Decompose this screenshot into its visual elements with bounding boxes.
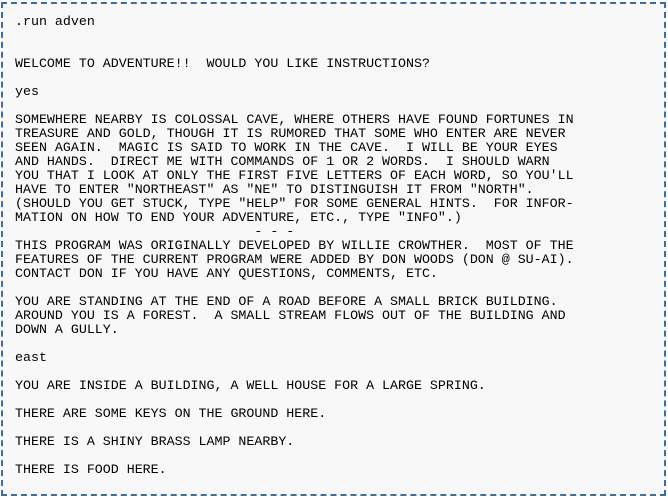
- terminal-line-output: SEEN AGAIN. MAGIC IS SAID TO WORK IN THE CAVE. I WILL BE YOUR EYES: [15, 140, 558, 155]
- terminal-line-input: east: [15, 350, 47, 365]
- terminal-line-output: THERE IS FOOD HERE.: [15, 462, 167, 477]
- terminal-line-input: yes: [15, 84, 39, 99]
- terminal-line-blank: [15, 365, 652, 379]
- terminal-line-output: AROUND YOU IS A FOREST. A SMALL STREAM FLOWS OUT OF THE BUILDING AND: [15, 308, 566, 323]
- terminal-line-output: THERE ARE SOME KEYS ON THE GROUND HERE.: [15, 406, 327, 421]
- terminal-line-separator: - - -: [15, 224, 295, 239]
- terminal-line-blank: [15, 281, 652, 295]
- terminal-line-output: TREASURE AND GOLD, THOUGH IT IS RUMORED THAT SOME WHO ENTER ARE NEVER: [15, 126, 566, 141]
- terminal-line-command: .run adven: [15, 14, 95, 29]
- terminal-line-output: SOMEWHERE NEARBY IS COLOSSAL CAVE, WHERE OTHERS HAVE FOUND FORTUNES IN: [15, 112, 574, 127]
- terminal-line-output: YOU ARE STANDING AT THE END OF A ROAD BEFORE A SMALL BRICK BUILDING.: [15, 294, 558, 309]
- terminal-line-blank: [15, 337, 652, 351]
- terminal-line-blank: [15, 393, 652, 407]
- terminal-line-output: WELCOME TO ADVENTURE!! WOULD YOU LIKE INSTRUCTIONS?: [15, 56, 430, 71]
- terminal-window[interactable]: [1, 2, 666, 496]
- terminal-transcript: [15, 15, 652, 477]
- terminal-line-output: THERE IS A SHINY BRASS LAMP NEARBY.: [15, 434, 295, 449]
- terminal-line-blank: [15, 99, 652, 113]
- terminal-line-output: HAVE TO ENTER "NORTHEAST" AS "NE" TO DISTINGUISH IT FROM "NORTH".: [15, 182, 534, 197]
- terminal-line-output: (SHOULD YOU GET STUCK, TYPE "HELP" FOR SOME GENERAL HINTS. FOR INFOR-: [15, 196, 574, 211]
- terminal-line-blank: [15, 29, 652, 43]
- terminal-line-output: AND HANDS. DIRECT ME WITH COMMANDS OF 1 OR 2 WORDS. I SHOULD WARN: [15, 154, 550, 169]
- terminal-line-output: YOU ARE INSIDE A BUILDING, A WELL HOUSE FOR A LARGE SPRING.: [15, 378, 486, 393]
- terminal-line-blank: [15, 449, 652, 463]
- terminal-line-blank: [15, 43, 652, 57]
- terminal-line-blank: [15, 421, 652, 435]
- terminal-line-output: DOWN A GULLY.: [15, 322, 119, 337]
- terminal-line-output: THIS PROGRAM WAS ORIGINALLY DEVELOPED BY WILLIE CROWTHER. MOST OF THE: [15, 238, 574, 253]
- terminal-line-output: MATION ON HOW TO END YOUR ADVENTURE, ETC., TYPE "INFO".): [15, 210, 462, 225]
- terminal-line-output: YOU THAT I LOOK AT ONLY THE FIRST FIVE LETTERS OF EACH WORD, SO YOU'LL: [15, 168, 574, 183]
- terminal-line-blank: [15, 71, 652, 85]
- terminal-line-output: FEATURES OF THE CURRENT PROGRAM WERE ADDED BY DON WOODS (DON @ SU-AI).: [15, 252, 574, 267]
- terminal-line-output: CONTACT DON IF YOU HAVE ANY QUESTIONS, COMMENTS, ETC.: [15, 266, 438, 281]
